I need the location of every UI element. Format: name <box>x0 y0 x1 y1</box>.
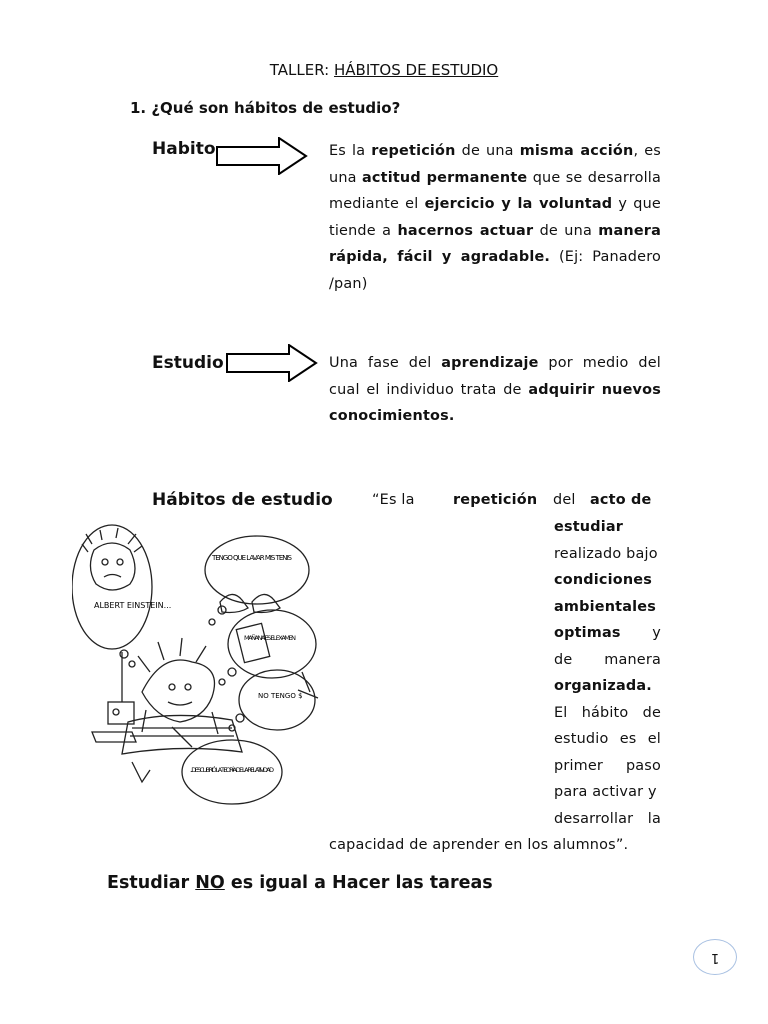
statement-no: NO <box>195 873 225 893</box>
arrow-right-icon <box>216 137 308 175</box>
quote-acto: acto de <box>590 492 652 508</box>
title-main: HÁBITOS DE ESTUDIO <box>334 61 499 79</box>
arrow-right-icon <box>226 344 318 382</box>
definition-segment: , es una <box>329 143 661 186</box>
column-line <box>554 673 661 700</box>
column-word: realizado bajo <box>554 545 658 562</box>
column-word: es <box>619 731 637 747</box>
definition-segment: por medio del cual el individuo trata de <box>329 355 661 398</box>
term-estudio: Estudio <box>152 353 224 373</box>
column-line <box>554 594 661 621</box>
column-word: hábito <box>581 704 629 721</box>
column-line <box>554 567 661 594</box>
bubble-money-text: NO TENGO $ <box>258 692 303 700</box>
column-word: estudiar <box>554 519 624 535</box>
definition-segment: adquirir nuevos conocimientos. <box>329 381 661 424</box>
definition-segment: que se desarrolla mediante el <box>329 169 661 212</box>
definition-segment: y que tiende a <box>329 196 661 239</box>
definition-segment: (Ej: Panadero /pan) <box>329 249 661 292</box>
habito-definition <box>329 138 661 297</box>
column-line <box>554 647 661 674</box>
term-habitos-de-estudio: Hábitos de estudio <box>152 490 333 510</box>
column-line <box>554 806 661 833</box>
column-word: para activar y <box>554 784 657 800</box>
page-number: 1 <box>710 949 720 965</box>
bubble-einstein-text: ALBERT EINSTEIN... <box>94 601 172 610</box>
column-word: la <box>647 810 661 827</box>
title-prefix: TALLER: <box>269 61 330 79</box>
term-habito: Habito <box>152 139 216 159</box>
statement-post: es igual a Hacer las tareas <box>224 873 493 893</box>
quote-open: “Es la <box>372 492 415 508</box>
column-word: estudio <box>554 731 609 747</box>
definition-column <box>554 514 661 832</box>
column-word: ambientales <box>554 598 656 615</box>
column-line <box>554 514 661 541</box>
column-word: y <box>652 625 661 641</box>
bubble-relativity-text: ...DESCUBRIÓ LA TEORÍA DE LA RELATIVIDAD <box>190 766 274 774</box>
definition-segment: hacernos actuar <box>397 222 534 239</box>
definition-segment: Una fase del <box>329 355 442 371</box>
closing-line: capacidad de aprender en los alumnos”. <box>329 837 629 853</box>
column-word: condiciones <box>554 572 653 588</box>
definition-segment: aprendizaje <box>441 355 539 371</box>
column-line <box>554 779 661 806</box>
definition-segment: Es la <box>329 143 372 159</box>
column-word: El <box>554 704 568 721</box>
column-line <box>554 726 661 753</box>
definition-segment: de una <box>533 222 599 239</box>
statement-pre: Estudiar <box>107 873 196 893</box>
bubble-exam-text: MAÑANA ES EL EXAMEN <box>244 634 296 642</box>
column-line <box>554 541 661 568</box>
quote-del: del <box>553 492 576 508</box>
column-line <box>554 700 661 727</box>
question-heading: 1. ¿Qué son hábitos de estudio? <box>130 99 401 117</box>
column-line <box>554 753 661 780</box>
column-line <box>554 620 661 647</box>
einstein-cartoon-illustration <box>72 522 322 808</box>
column-word: de <box>642 704 661 721</box>
definition-segment: repetición <box>371 143 456 159</box>
column-word: manera <box>604 651 661 668</box>
definition-segment: de una <box>455 143 520 159</box>
page-title <box>0 61 768 79</box>
definition-segment: actitud permanente <box>361 169 528 186</box>
column-word: primer <box>554 757 604 774</box>
column-word: desarrollar <box>554 810 634 827</box>
definition-segment: misma acción <box>519 143 634 159</box>
quote-repeticion: repetición <box>453 492 538 508</box>
bubble-tennis-text: TENGO QUE LAVAR MIS TENIS <box>212 554 292 562</box>
definition-segment: ejercicio y la voluntad <box>424 196 613 212</box>
estudio-definition <box>329 350 661 430</box>
column-word: de <box>554 651 573 668</box>
column-word: optimas <box>554 625 621 641</box>
definition-segment: manera rápida, fácil y agradable. <box>329 222 662 265</box>
footer-statement <box>107 873 493 893</box>
column-word: organizada. <box>554 678 652 694</box>
page-number-badge <box>693 939 737 975</box>
column-word: el <box>647 731 661 747</box>
column-word: paso <box>625 757 661 774</box>
